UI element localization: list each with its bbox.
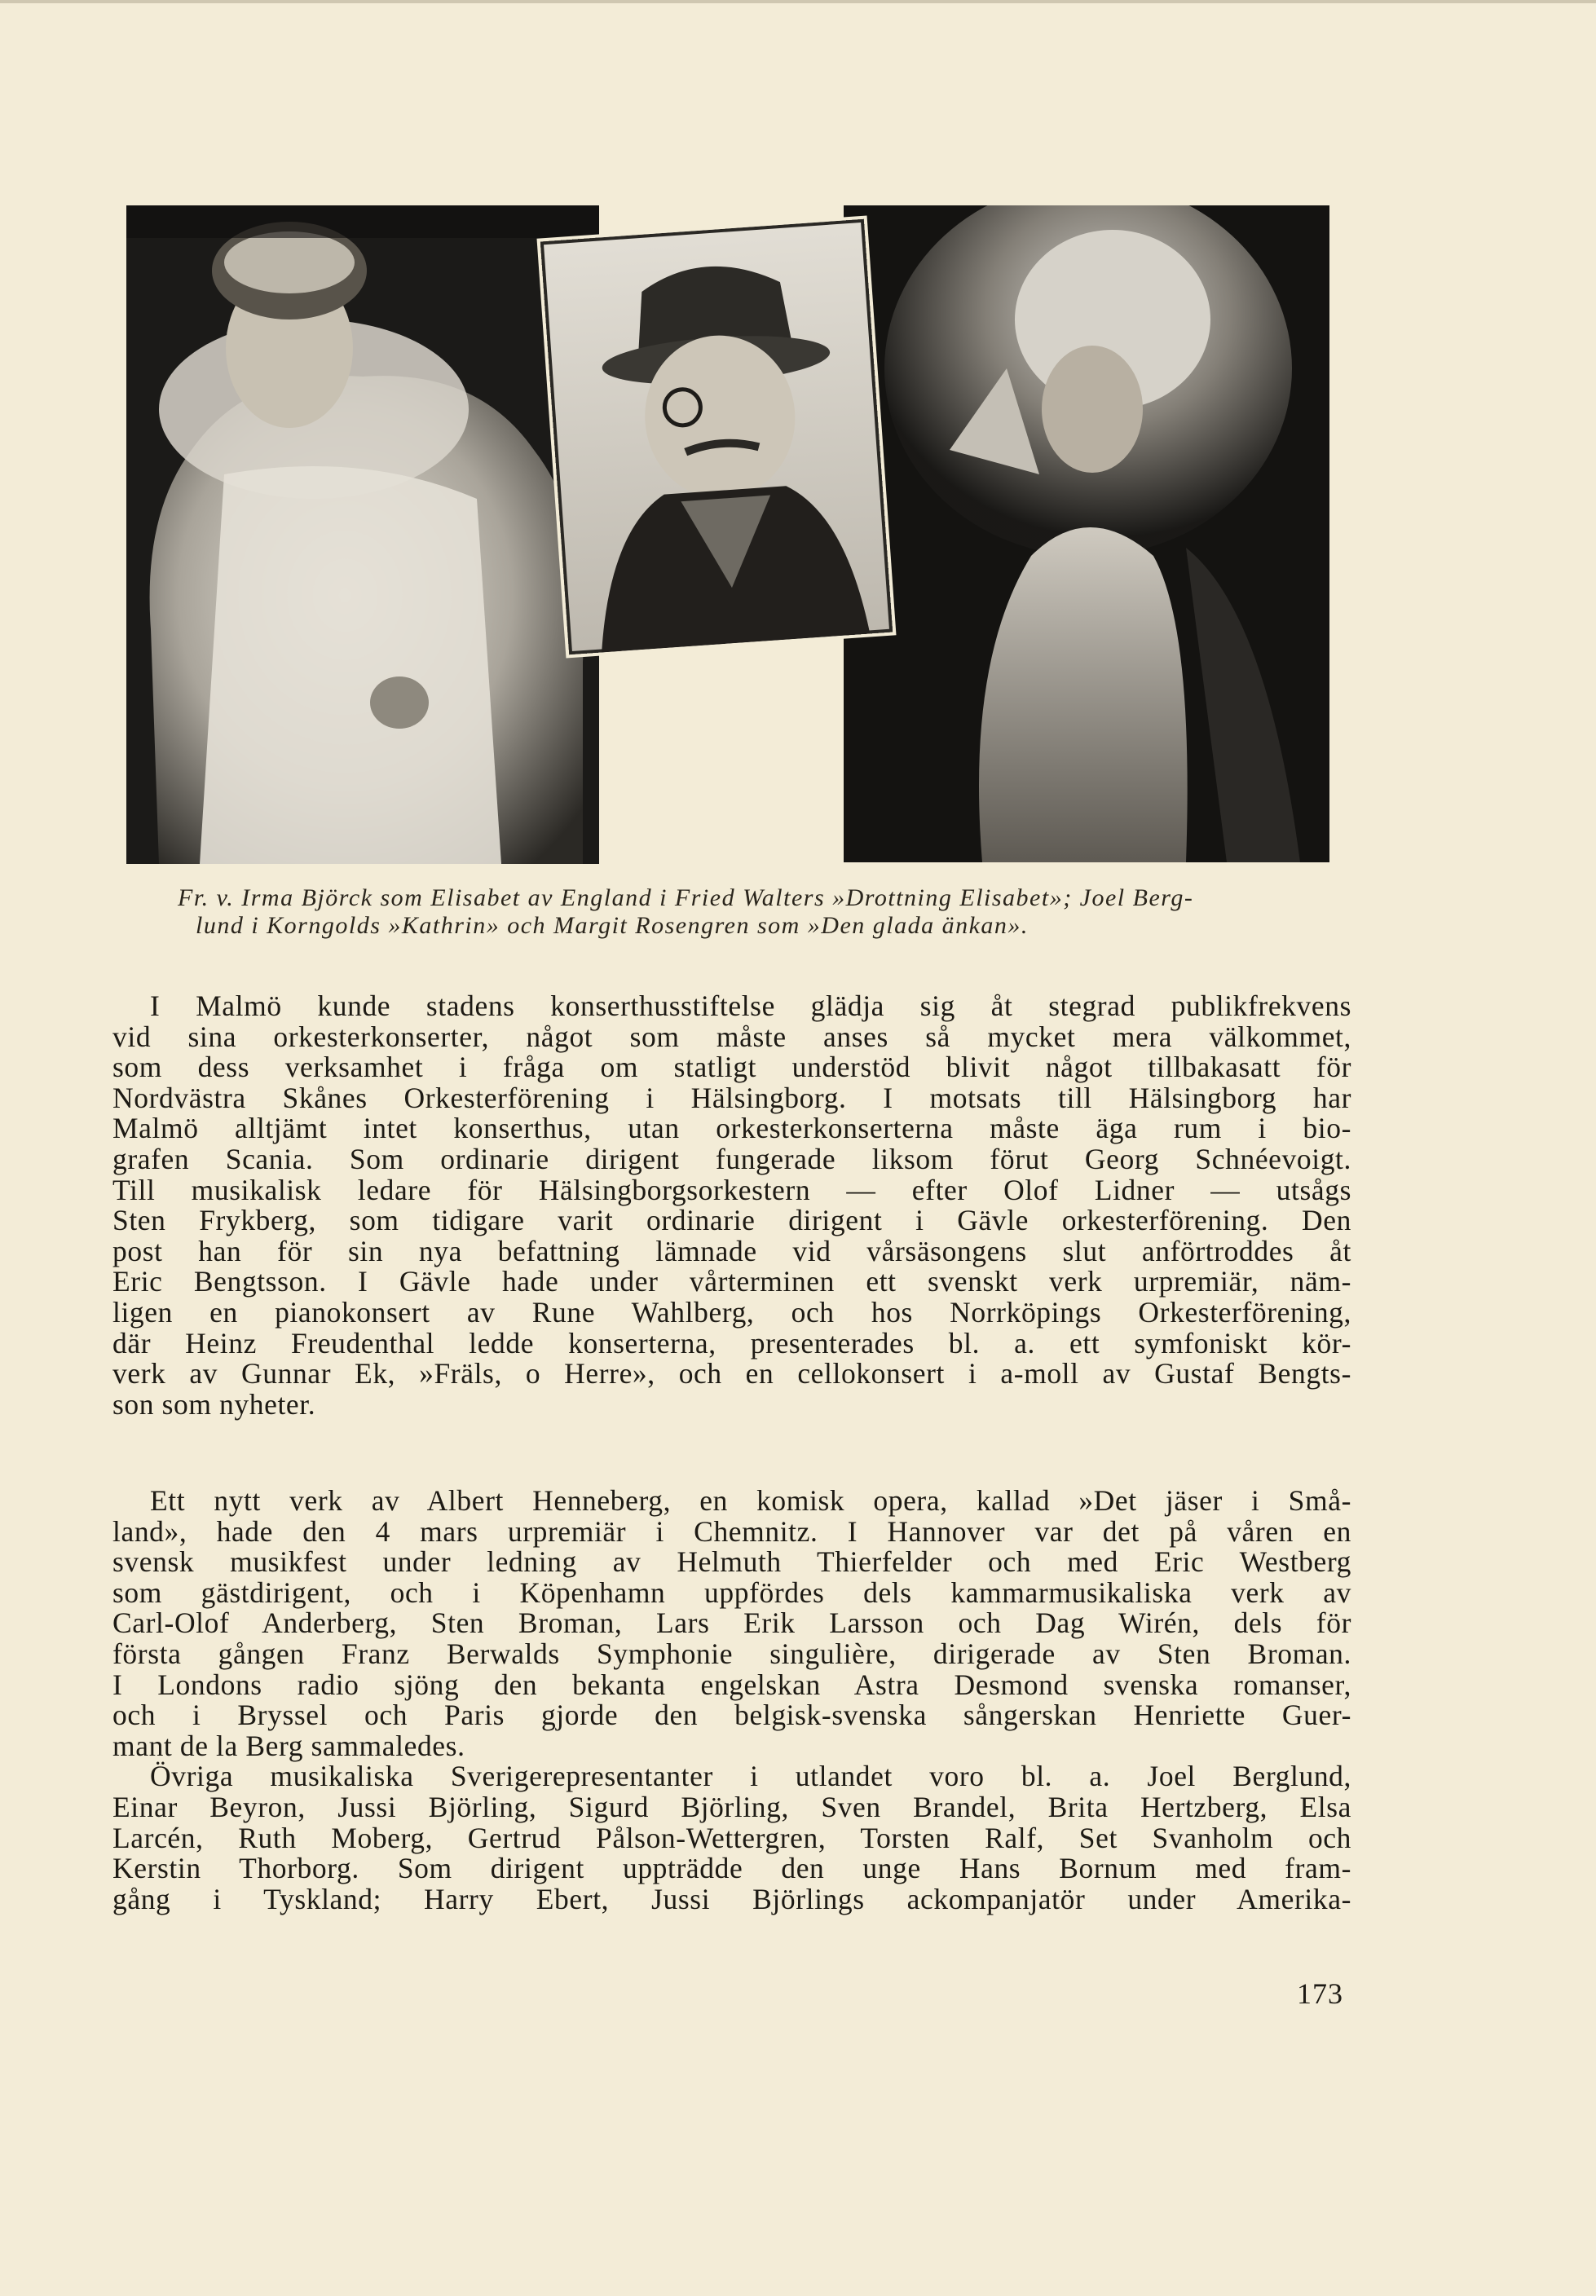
text-line: land», hade den 4 mars urpremiär i Chemnitz. I Hannover var det på våren en [112,1514,1351,1548]
text-line: Einar Beyron, Jussi Björling, Sigurd Björling, Sven Brandel, Brita Hertzberg, Elsa [112,1790,1351,1823]
text-line: där Heinz Freudenthal ledde konserterna, presenterades bl. a. ett symfoniskt kör- [112,1326,1351,1360]
text-line: Larcén, Ruth Moberg, Gertrud Pålson-Wettergren, Torsten Ralf, Set Svanholm och [112,1821,1351,1854]
text-line: verk av Gunnar Ek, »Fräls, o Herre», och en cellokonsert i a-moll av Gustaf Bengts- [112,1357,1351,1390]
photo-caption [178,884,1343,940]
text-line: som gästdirigent, och i Köpenhamn uppfördes dels kammarmusikaliska verk av [112,1575,1351,1609]
text-line: Ett nytt verk av Albert Henneberg, en komisk opera, kallad »Det jäser i Små- [150,1484,1351,1517]
text-line: första gången Franz Berwalds Symphonie singulière, dirigerade av Sten Broman. [112,1637,1351,1670]
text-line: och i Bryssel och Paris gjorde den belgisk-svenska sångerskan Henriette Guer- [112,1699,1351,1732]
text-line: I Malmö kunde stadens konserthusstiftelse glädja sig åt stegrad publikfrekvens [150,989,1351,1022]
text-line: Övriga musikaliska Sverigerepresentanter i utlandet voro bl. a. Joel Berglund, [150,1760,1351,1793]
text-line: Carl-Olof Anderberg, Sten Broman, Lars Erik Larsson och Dag Wirén, dels för [112,1606,1351,1640]
top-border [0,0,1596,3]
text-line: son som nyheter. [112,1387,316,1421]
page-number: 173 [1297,1977,1343,2010]
text-line: mant de la Berg sammaledes. [112,1729,465,1762]
text-line: svensk musikfest under ledning av Helmuth Thierfelder och med Eric Westberg [112,1545,1351,1579]
paragraph-malmo [112,991,1351,1420]
text-line: Till musikalisk ledare för Hälsingborgsorkestern — efter Olof Lidner — utsågs [112,1173,1351,1206]
paragraph-henneberg [112,1486,1351,1915]
caption-line-1: Fr. v. Irma Björck som Elisabet av England i Fried Walters »Drottning Elisabet»; Joel Berg- [178,884,1194,911]
text-line: post han för sin nya befattning lämnade vid vårsäsongens slut anförtroddes åt [112,1234,1351,1267]
text-line: Sten Frykberg, som tidigare varit ordinarie dirigent i Gävle orkesterförening. Den [112,1204,1351,1237]
text-line: grafen Scania. Som ordinarie dirigent fungerade liksom förut Georg Schnéevoigt. [112,1142,1351,1175]
text-line: ligen en pianokonsert av Rune Wahlberg, och hos Norrköpings Orkesterförening, [112,1295,1351,1329]
text-line: Eric Bengtsson. I Gävle hade under vårterminen ett svenskt verk urpremiär, näm- [112,1265,1351,1298]
photo-margit-rosengren [844,205,1329,862]
text-line: Kerstin Thorborg. Som dirigent uppträdde den unge Hans Bornum med fram- [112,1852,1351,1885]
text-line: som dess verksamhet i fråga om statligt understöd blivit något tillbakasatt för [112,1051,1351,1084]
text-line: Nordvästra Skånes Orkesterförening i Hälsingborg. I motsats till Hälsingborg har [112,1081,1351,1114]
text-line: I Londons radio sjöng den bekanta engelskan Astra Desmond svenska romanser, [112,1668,1351,1701]
text-line: Malmö alltjämt intet konserthus, utan orkesterkonserterna måste äga rum i bio- [112,1112,1351,1145]
photo-irma-bjorck [126,205,599,864]
text-line: gång i Tyskland; Harry Ebert, Jussi Björlings ackompanjatör under Amerika- [112,1882,1351,1915]
photo-joel-berglund [540,219,893,655]
text-line: vid sina orkesterkonserter, något som måste anses så mycket mera välkommet, [112,1020,1351,1053]
caption-line-2: lund i Korngolds »Kathrin» och Margit Rosengren som »Den glada änkan». [196,912,1029,939]
